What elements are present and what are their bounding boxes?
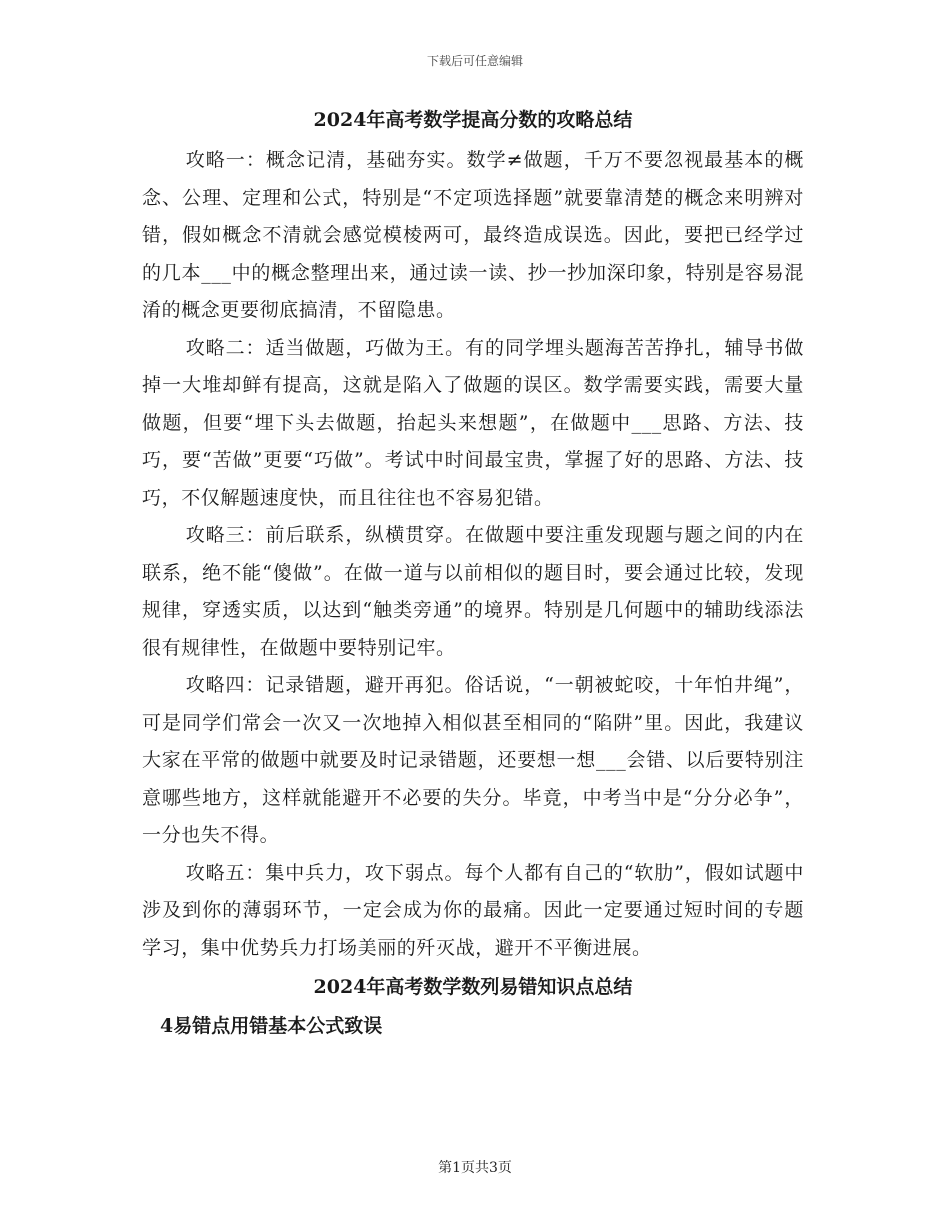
paragraph-strategy-1: 攻略一：概念记清，基础夯实。数学≠做题，千万不要忽视最基本的概念、公理、定理和公式，特别是“不定项选择题”就要靠清楚的概念来明辨对错，假如概念不清就会感觉模棱两可，最终造成误选。因此，要把已经学过的几本___中的概念整理出来，通过读一读、抄一抄加深印象，特别是容易混淆的概念更要彻底搞清，不留隐患。 [142,149,804,321]
section-title: 2024年高考数学数列易错知识点总结 [313,976,633,998]
document-title: 2024年高考数学提高分数的攻略总结 [313,109,633,131]
paragraph-strategy-3: 攻略三：前后联系，纵横贯穿。在做题中要注重发现题与题之间的内在联系，绝不能“傻做”。在做一道与以前相似的题目时，要会通过比较，发现规律，穿透实质，以达到“触类旁通”的境界。特别是几何题中的辅助线添法很有规律性，在做题中要特别记牢。 [142,524,804,659]
page-number: 第1页共3页 [438,1160,512,1176]
document-body [142,108,804,1041]
paragraph-strategy-5: 攻略五：集中兵力，攻下弱点。每个人都有自己的“软肋”，假如试题中涉及到你的薄弱环节，一定会成为你的最痛。因此一定要通过短时间的专题学习，集中优势兵力打场美丽的歼灭战，避开不平衡进展。 [142,861,804,959]
subheading: 4易错点用错基本公式致误 [160,1015,383,1037]
header-note: 下载后可任意编辑 [426,54,523,68]
paragraph-strategy-2: 攻略二：适当做题，巧做为王。有的同学埋头题海苦苦挣扎，辅导书做掉一大堆却鲜有提高，这就是陷入了做题的误区。数学需要实践，需要大量做题，但要“埋下头去做题，抬起头来想题”，在做题中___思路、方法、技巧，要“苦做”更要“巧做”。考试中时间最宝贵，掌握了好的思路、方法、技巧，不仅解题速度快，而且往往也不容易犯错。 [142,336,804,509]
paragraph-strategy-4: 攻略四：记录错题，避开再犯。俗话说，“一朝被蛇咬，十年怕井绳”，可是同学们常会一次又一次地掉入相似甚至相同的“陷阱”里。因此，我建议大家在平常的做题中就要及时记录错题，还要想一想___会错、以后要特别注意哪些地方，这样就能避开不必要的失分。毕竟，中考当中是“分分必争”，一分也失不得。 [142,674,804,846]
